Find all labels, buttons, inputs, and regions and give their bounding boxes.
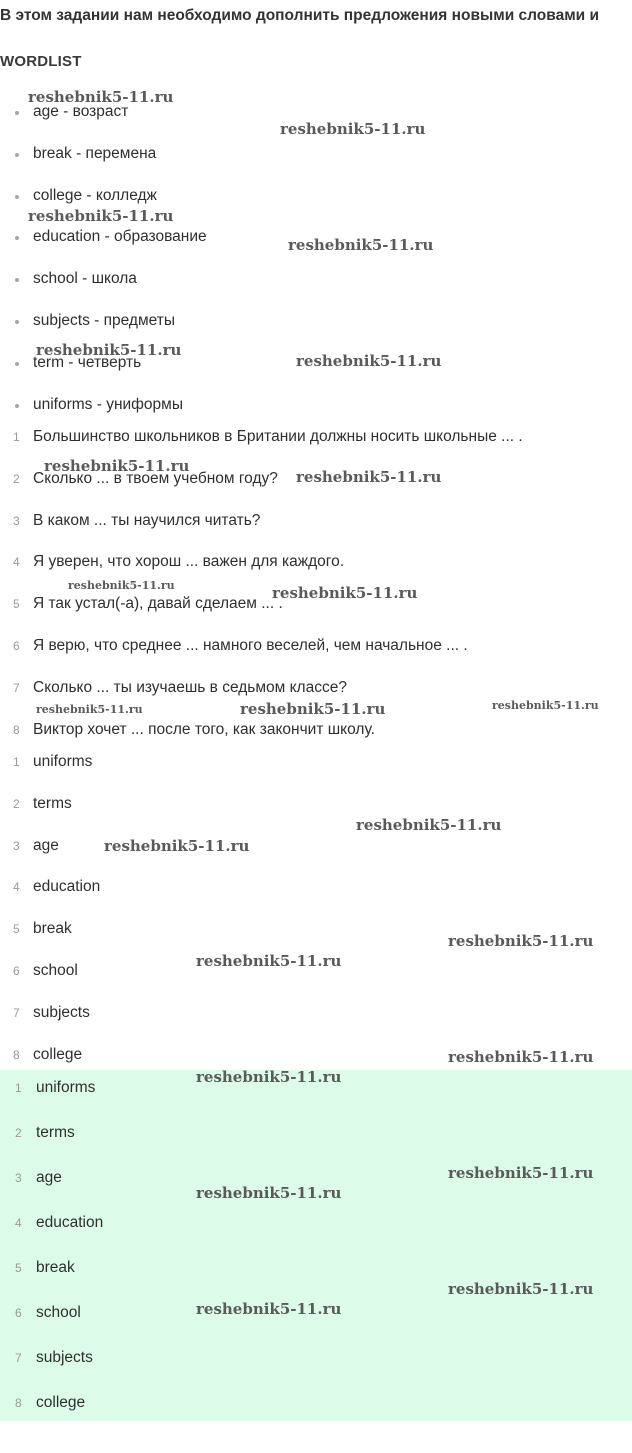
bullet-icon [15, 236, 19, 240]
watermark: reshebnik5-11.ru [448, 1164, 594, 1182]
sentence-number: 5 [13, 597, 20, 611]
answer-number: 7 [15, 1351, 22, 1365]
wordlist-item-text: age - возраст [33, 103, 129, 120]
watermark: reshebnik5-11.ru [44, 457, 190, 475]
answer-number: 2 [15, 1126, 22, 1140]
answer-number: 4 [13, 880, 20, 894]
answer-number: 2 [13, 797, 20, 811]
sentence-text: Я уверен, что хорош ... важен для каждого. [33, 553, 345, 570]
watermark: reshebnik5-11.ru [68, 579, 175, 592]
intro-text: В этом задании нам необходимо дополнить предложения новыми словами и [0, 7, 600, 24]
wordlist-title: WORDLIST [0, 53, 82, 70]
answer-text: terms [33, 795, 72, 812]
sentence-number: 1 [13, 430, 20, 444]
sentence-text: Сколько ... в твоем учебном году? [33, 470, 278, 487]
watermark: reshebnik5-11.ru [288, 236, 434, 254]
watermark: reshebnik5-11.ru [28, 88, 174, 106]
answer-number: 3 [15, 1171, 22, 1185]
bullet-icon [15, 362, 19, 366]
answer-number: 8 [15, 1396, 22, 1410]
answer-number: 5 [15, 1261, 22, 1275]
answer-number: 6 [15, 1306, 22, 1320]
watermark: reshebnik5-11.ru [36, 703, 143, 716]
watermark: reshebnik5-11.ru [28, 207, 174, 225]
answer-text: college [33, 1046, 83, 1063]
answer-number: 3 [13, 839, 20, 853]
answer-text: age [33, 837, 59, 854]
bullet-icon [15, 153, 19, 157]
wordlist-item-text: education - образование [33, 228, 207, 245]
wordlist-item-text: term - четверть [33, 354, 142, 371]
answer-text: uniforms [33, 753, 93, 770]
answer-text: uniforms [36, 1079, 96, 1096]
watermark: reshebnik5-11.ru [492, 699, 599, 712]
sentence-number: 2 [13, 472, 20, 486]
answer-number: 5 [13, 922, 20, 936]
watermark: reshebnik5-11.ru [196, 1068, 342, 1086]
answer-number: 7 [13, 1006, 20, 1020]
watermark: reshebnik5-11.ru [296, 468, 442, 486]
sentence-text: В каком ... ты научился читать? [33, 512, 261, 529]
answer-text: college [36, 1394, 86, 1411]
watermark: reshebnik5-11.ru [104, 837, 250, 855]
answer-text: school [36, 1304, 81, 1321]
wordlist-item-text: uniforms - униформы [33, 396, 183, 413]
watermark: reshebnik5-11.ru [36, 341, 182, 359]
watermark: reshebnik5-11.ru [448, 1280, 594, 1298]
answer-text: school [33, 962, 78, 979]
watermark: reshebnik5-11.ru [296, 352, 442, 370]
bullet-icon [15, 111, 19, 115]
bullet-icon [15, 278, 19, 282]
answer-text: age [36, 1169, 62, 1186]
wordlist-item-text: school - школа [33, 270, 137, 287]
answer-text: education [36, 1214, 104, 1231]
watermark: reshebnik5-11.ru [196, 1184, 342, 1202]
watermark: reshebnik5-11.ru [272, 584, 418, 602]
sentence-number: 8 [13, 723, 20, 737]
watermark: reshebnik5-11.ru [448, 1048, 594, 1066]
watermark: reshebnik5-11.ru [280, 120, 426, 138]
watermark: reshebnik5-11.ru [240, 700, 386, 718]
sentence-number: 7 [13, 681, 20, 695]
sentence-number: 4 [13, 555, 20, 569]
sentence-text: Виктор хочет ... после того, как закончит школу. [33, 721, 375, 738]
wordlist-item-text: subjects - предметы [33, 312, 175, 329]
bullet-icon [15, 404, 19, 408]
bullet-icon [15, 320, 19, 324]
watermark: reshebnik5-11.ru [356, 816, 502, 834]
bullet-icon [15, 195, 19, 199]
wordlist-item-text: college - колледж [33, 187, 157, 204]
answer-number: 1 [15, 1081, 22, 1095]
answer-text: subjects [33, 1004, 90, 1021]
watermark: reshebnik5-11.ru [196, 1300, 342, 1318]
answer-number: 4 [15, 1216, 22, 1230]
sentence-number: 6 [13, 639, 20, 653]
sentence-text: Я верю, что среднее ... намного веселей, чем начальное ... . [33, 637, 468, 654]
answer-text: subjects [36, 1349, 93, 1366]
answer-number: 8 [13, 1048, 20, 1062]
answer-text: education [33, 878, 101, 895]
highlighted-answers-block [0, 1070, 632, 1421]
sentence-text: Большинство школьников в Британии должны носить школьные ... . [33, 428, 523, 445]
answer-text: break [36, 1259, 75, 1276]
watermark: reshebnik5-11.ru [448, 932, 594, 950]
answer-number: 6 [13, 964, 20, 978]
sentence-text: Я так устал(-а), давай сделаем ... . [33, 595, 283, 612]
sentence-text: Сколько ... ты изучаешь в седьмом классе? [33, 679, 347, 696]
sentence-number: 3 [13, 514, 20, 528]
watermark: reshebnik5-11.ru [196, 952, 342, 970]
answer-text: break [33, 920, 72, 937]
wordlist-item-text: break - перемена [33, 145, 157, 162]
answer-number: 1 [13, 755, 20, 769]
answer-text: terms [36, 1124, 75, 1141]
